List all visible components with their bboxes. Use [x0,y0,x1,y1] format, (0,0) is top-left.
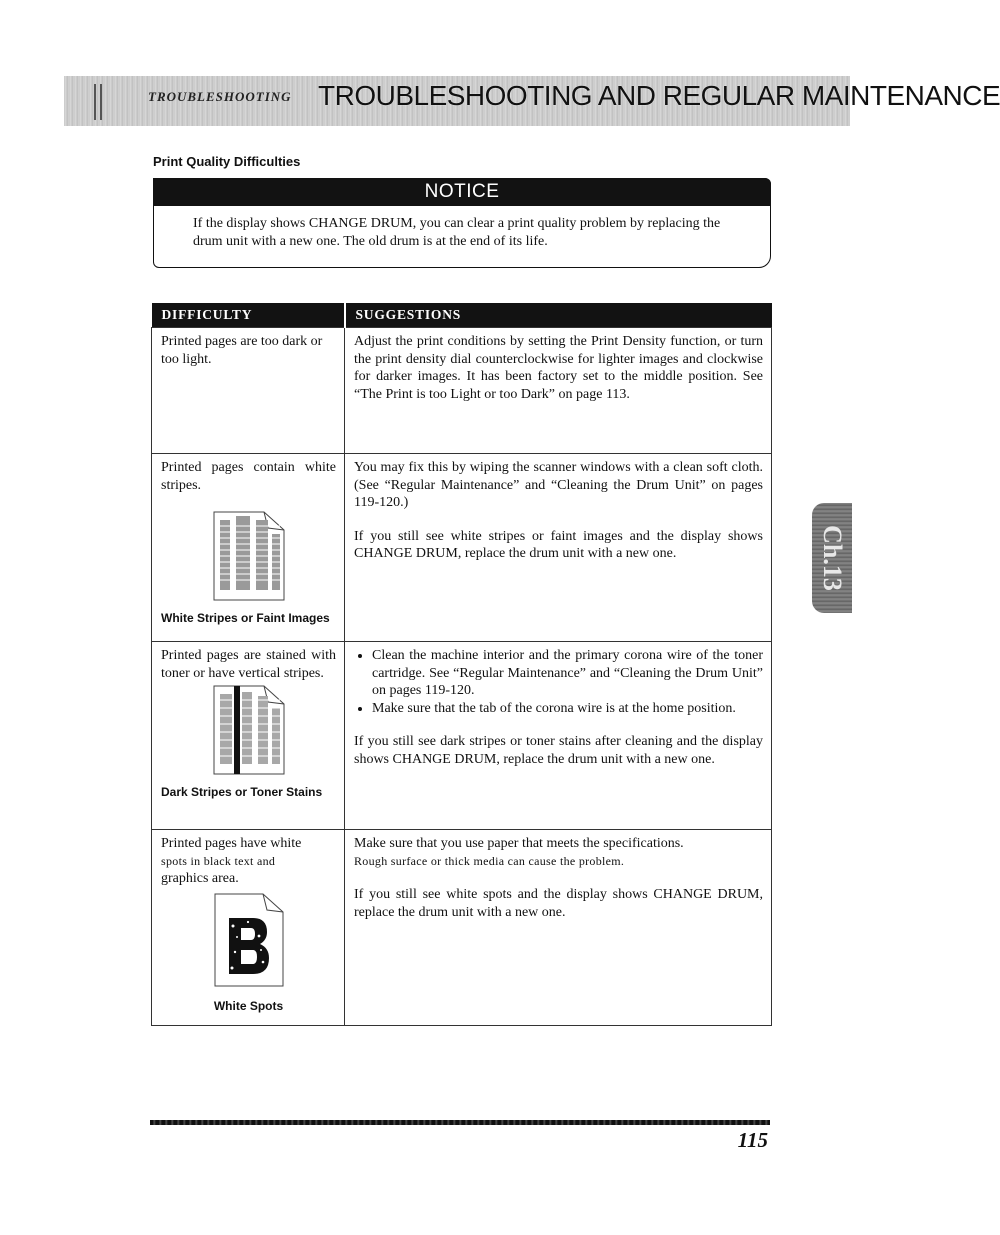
chapter-title: TROUBLESHOOTING AND REGULAR MAINTENANCE [318,80,1000,111]
chapter-header-band [64,76,1000,126]
chapter-tab [812,503,852,613]
section-heading: Print Quality Difficulties [153,154,301,169]
footer-rule [150,1120,770,1125]
table-header-row [152,303,772,328]
suggestion-text: Adjust the print conditions by setting the Print Density function, or turn the print density dial counterclockwise for lighter images and clockwise for darker images. It has been factory set to the middle position. See “The Print is too Light or too Dark” on page 113. [354,334,763,402]
difficulty-cell [152,830,345,1026]
suggestion-text: If you still see dark stripes or toner stains after cleaning and the display shows CHANGE DRUM, replace the drum unit with a new one. [354,734,763,767]
suggestion-cell [345,328,772,454]
figure-caption: Dark Stripes or Toner Stains [161,785,323,799]
column-header-difficulty: DIFFICULTY [152,303,345,328]
dark-stripes-illustration [212,684,286,778]
figure-caption: White Spots [213,998,284,1013]
suggestion-cell [345,642,772,830]
suggestion-cell [345,454,772,642]
difficulty-text: graphics area. [161,871,239,886]
list-item: • Clean the machine interior and the primary corona wire of the toner cartridge. See “Regular Maintenance” and “Cleaning the Drum Unit” on pages 119-120. [372,647,763,700]
difficulty-cell [152,642,345,830]
difficulty-cell [152,454,345,642]
suggestion-list [354,647,763,717]
page-number: 115 [737,1128,768,1152]
white-stripes-illustration [212,510,286,604]
table-row [152,454,772,642]
header-rule [94,84,96,120]
difficulty-text: Printed pages contain white stripes. [161,460,336,493]
chapter-tab-label: Ch.13 [818,525,847,591]
difficulty-text: Printed pages are too dark or too light. [161,334,323,367]
table-row [152,328,772,454]
difficulty-text: spots in black text and [161,853,276,868]
suggestion-text: If you still see white spots and the display shows CHANGE DRUM, replace the drum unit with a new one. [354,887,763,920]
notice-box [153,178,771,268]
list-item: • Make sure that the tab of the corona wire is at the home position. [372,700,763,718]
header-rule [100,84,102,120]
troubleshooting-table [151,303,772,1026]
suggestion-cell [345,830,772,1026]
figure-caption: White Stripes or Faint Images [161,611,330,625]
suggestion-text: If you still see white stripes or faint images and the display shows CHANGE DRUM, replace the drum unit with a new one. [354,528,763,561]
table-row [152,642,772,830]
difficulty-text: Printed pages have white [161,836,302,851]
column-header-suggestions: SUGGESTIONS [345,303,772,328]
white-spots-illustration [213,892,285,988]
table-row [152,830,772,1026]
notice-text: If the display shows CHANGE DRUM, you can clear a print quality problem by replacing the drum unit with a new one. The old drum is at the end of its life. [193,216,721,249]
suggestion-text: Make sure that you use paper that meets the specifications. [354,836,684,851]
suggestion-text: You may fix this by wiping the scanner windows with a clean soft cloth. (See “Regular Maintenance” and “Cleaning the Drum Unit” on pages 119-120.) [354,460,763,510]
notice-title: NOTICE [153,178,771,206]
difficulty-text: Printed pages are stained with toner or have vertical stripes. [161,648,336,681]
difficulty-cell [152,328,345,454]
header-section-label: TROUBLESHOOTING [148,89,292,104]
suggestion-text: Rough surface or thick media can cause the problem. [354,853,625,868]
